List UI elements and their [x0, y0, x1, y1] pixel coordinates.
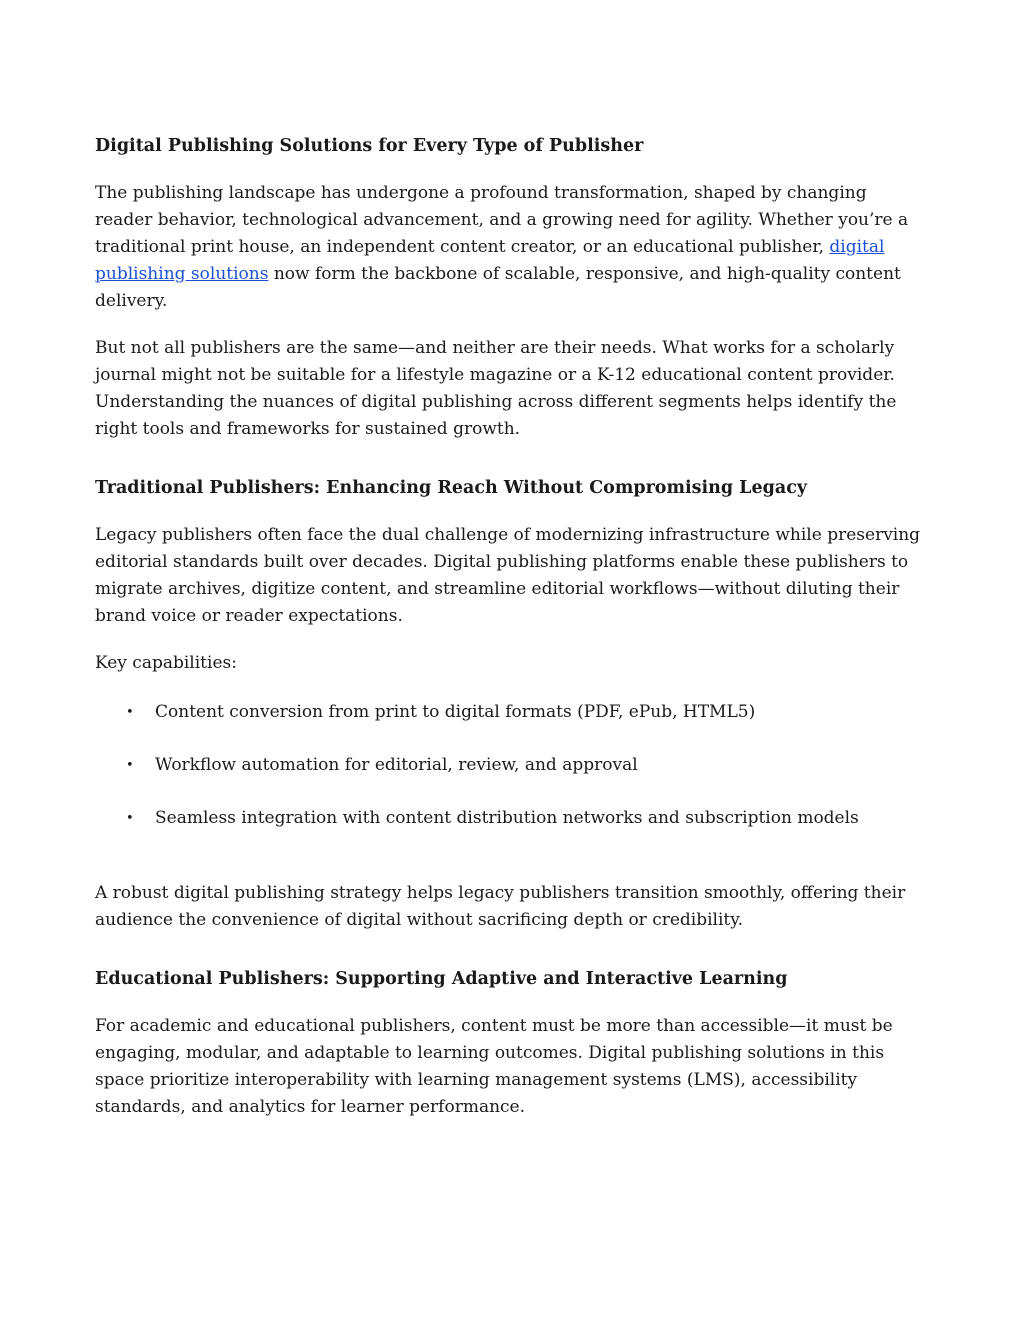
traditional-closing-paragraph: A robust digital publishing strategy helps legacy publishers transition smoothly, offering their audience the convenience of digital without sacrificing depth or credibility.: [95, 883, 906, 930]
intro-paragraph-2: But not all publishers are the same—and neither are their needs. What works for a scholarly journal might not be suitable for a lifestyle magazine or a K-12 educational content provider. Understanding the nuances of digital publishing across different segments helps identify the right tools and frameworks for sustained growth.: [95, 338, 897, 439]
list-item: [95, 699, 925, 726]
list-item-text: Seamless integration with content distribution networks and subscription models: [155, 808, 859, 828]
list-item-text: Workflow automation for editorial, review, and approval: [155, 755, 638, 775]
intro-paragraph: [95, 180, 925, 315]
section-heading-educational: Educational Publishers: Supporting Adaptive and Interactive Learning: [95, 969, 788, 989]
bullet-icon: •: [126, 758, 134, 773]
list-item: [95, 752, 925, 779]
bullet-icon: •: [126, 811, 134, 826]
list-item-text: Content conversion from print to digital formats (PDF, ePub, HTML5): [155, 702, 756, 722]
bullet-icon: •: [126, 705, 134, 720]
capabilities-list: [95, 699, 925, 832]
key-capabilities-label: Key capabilities:: [95, 653, 237, 673]
intro-text-after-link: now form the backbone of scalable, responsive, and high-quality content delivery.: [95, 264, 901, 311]
educational-paragraph: For academic and educational publishers, content must be more than accessible—it must be engaging, modular, and adaptable to learning outcomes. Digital publishing solutions in this space prioritize interoperability with learning management systems (LMS), accessibility standards, and analytics for learner performance.: [95, 1016, 893, 1117]
document-page: [95, 133, 925, 1141]
section-heading-intro: Digital Publishing Solutions for Every Type of Publisher: [95, 136, 644, 156]
intro-text-before-link: The publishing landscape has undergone a profound transformation, shaped by changing reader behavior, technological advancement, and a growing need for agility. Whether you’re a traditional print house, an independent content creator, or an educational publisher,: [95, 183, 909, 257]
list-item: [95, 805, 925, 832]
traditional-paragraph: Legacy publishers often face the dual challenge of modernizing infrastructure while preserving editorial standards built over decades. Digital publishing platforms enable these publishers to migrate archives, digitize content, and streamline editorial workflows—without diluting their brand voice or reader expectations.: [95, 525, 921, 626]
digital-publishing-solutions-link[interactable]: digital publishing solutions: [95, 237, 885, 284]
section-heading-traditional: Traditional Publishers: Enhancing Reach Without Compromising Legacy: [95, 478, 808, 498]
